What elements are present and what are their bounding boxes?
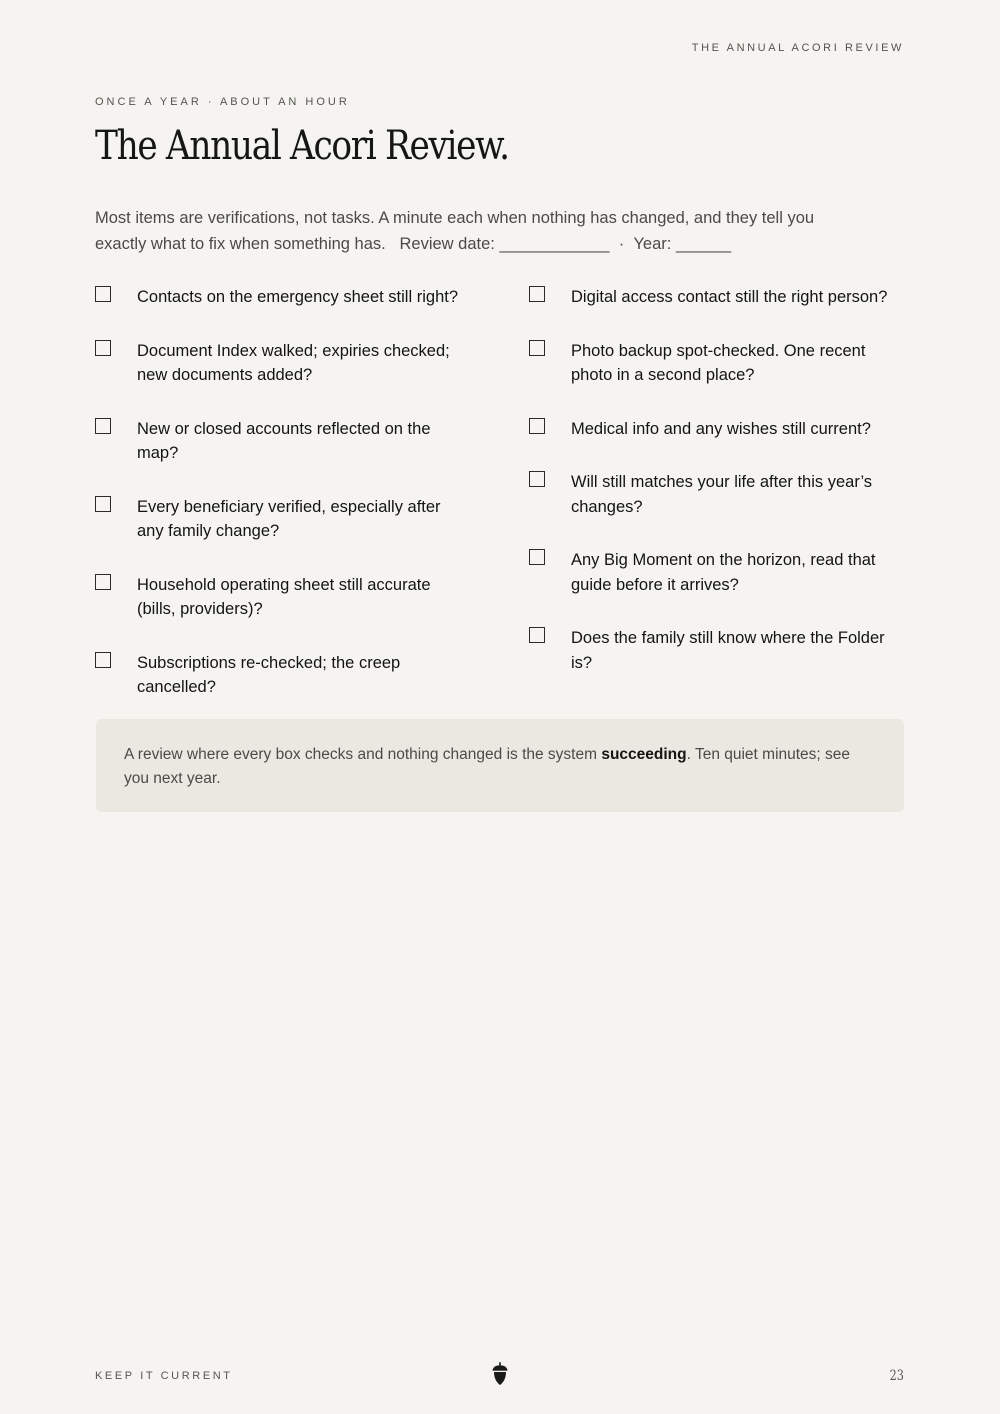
acorn-icon: [491, 1362, 509, 1386]
checkbox[interactable]: [95, 574, 111, 590]
checklist-item: [95, 417, 471, 466]
checkbox[interactable]: [95, 652, 111, 668]
checklist-item: [95, 495, 471, 544]
checklist-column-right: [529, 285, 905, 729]
page-number: 23: [889, 1368, 904, 1384]
checklist-item-label: Medical info and any wishes still current?: [571, 419, 871, 438]
checkbox[interactable]: [529, 471, 545, 487]
checkbox[interactable]: [529, 418, 545, 434]
intro-paragraph: [95, 205, 815, 257]
checkbox[interactable]: [529, 549, 545, 565]
checklist-item-label: Document Index walked; expiries checked; new documents added?: [137, 341, 450, 384]
footer-label: KEEP IT CURRENT: [95, 1370, 233, 1382]
checklist-item: [95, 285, 471, 310]
checklist-item-label: Household operating sheet still accurate (bills, providers)?: [137, 575, 431, 618]
callout-note: [96, 719, 904, 812]
intro-separator: ·: [618, 235, 625, 253]
checkbox[interactable]: [529, 627, 545, 643]
callout-emphasis: succeeding: [601, 746, 687, 763]
checklist-item-label: Every beneficiary verified, especially after any family change?: [137, 497, 441, 540]
checklist-item-label: Any Big Moment on the horizon, read that guide before it arrives?: [571, 551, 876, 594]
checklist-item: [529, 470, 905, 519]
year-field: Year: ______: [633, 235, 732, 253]
section-eyebrow: ONCE A YEAR · ABOUT AN HOUR: [95, 96, 350, 108]
checkbox[interactable]: [95, 496, 111, 512]
checklist-item-label: Photo backup spot-checked. One recent photo in a second place?: [571, 341, 866, 384]
checklist-item: [529, 339, 905, 388]
checkbox[interactable]: [529, 340, 545, 356]
checkbox[interactable]: [95, 286, 111, 302]
page-title: The Annual Acori Review.: [95, 123, 509, 169]
checklist-item-label: Contacts on the emergency sheet still right?: [137, 288, 459, 306]
checklist-item-label: Subscriptions re-checked; the creep cancelled?: [137, 653, 401, 696]
running-header: THE ANNUAL ACORI REVIEW: [691, 42, 904, 54]
checklist-item: [529, 417, 905, 442]
checkbox[interactable]: [95, 418, 111, 434]
checklist-item-label: Digital access contact still the right person?: [571, 288, 888, 306]
checkbox[interactable]: [529, 286, 545, 302]
callout-text-after: . Ten quiet minutes; see you next year.: [124, 746, 851, 787]
checklist-item: [529, 285, 905, 310]
checklist-item: [529, 548, 905, 597]
checklist-item: [529, 626, 905, 675]
checklist-item: [95, 339, 471, 388]
review-date-field: Review date: ____________: [399, 235, 610, 253]
callout-text-before: A review where every box checks and nothing changed is the system: [124, 746, 602, 763]
checklist-item-label: Does the family still know where the Folder is?: [571, 629, 885, 672]
checklist-item-label: New or closed accounts reflected on the map?: [137, 419, 431, 462]
review-checklist: [95, 285, 905, 729]
checklist-item: [95, 651, 471, 700]
checklist-item-label: Will still matches your life after this year’s changes?: [571, 473, 873, 516]
intro-text: Most items are verifications, not tasks. A minute each when nothing has changed, and they tell you exactly what to fix when something has.: [95, 209, 815, 253]
checkbox[interactable]: [95, 340, 111, 356]
checklist-item: [95, 573, 471, 622]
checklist-column-left: [95, 285, 471, 729]
